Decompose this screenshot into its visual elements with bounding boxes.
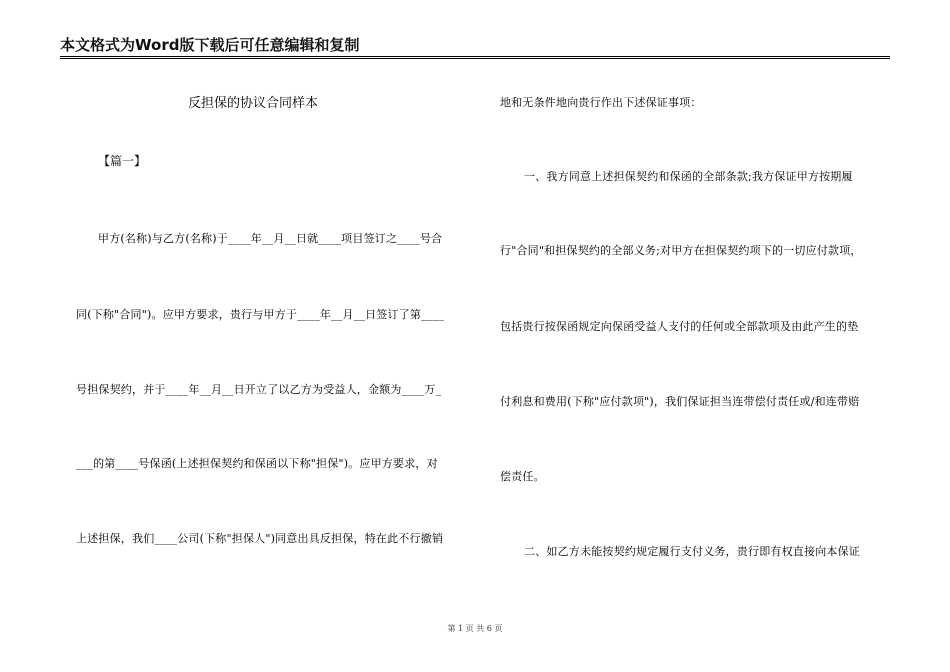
left-line-2: 同(下称"合同")。应甲方要求，贵行与甲方于____年__月__日签订了第____ (76, 308, 444, 321)
right-line-3: 行"合同"和担保契约的全部义务;对甲方在担保契约项下的一切应付款项， (500, 244, 862, 257)
header-rule-thin (60, 58, 890, 59)
right-line-6: 偿责任。 (500, 470, 545, 483)
document-title: 反担保的协议合同样本 (188, 96, 319, 111)
left-line-5: 上述担保，我们____公司(下称"担保人")同意出具反担保，特在此不行撤销 (76, 532, 444, 545)
right-line-1: 地和无条件地向贵行作出下述保证事项： (500, 96, 702, 109)
header-rule (60, 56, 890, 57)
left-line-4: ___的第____号保函(上述担保契约和保函以下称"担保")。应甲方要求，对 (76, 457, 438, 470)
left-line-3: 号担保契约，并于____年__月__日开立了以乙方为受益人，金额为____万_ (76, 383, 442, 396)
right-line-7: 二、如乙方未能按契约规定履行支付义务，贵行即有权直接向本保证 (524, 545, 860, 558)
section-heading: 【篇一】 (98, 154, 147, 168)
right-line-2: 一、我方同意上述担保契约和保函的全部条款;我方保证甲方按期履 (524, 170, 853, 183)
right-line-5: 付利息和费用(下称"应付款项")，我们保证担当连带偿付责任或/和连带赔 (500, 395, 860, 408)
right-line-4: 包括贵行按保函规定向保函受益人支付的任何或全部款项及由此产生的垫 (500, 320, 859, 333)
left-line-1: 甲方(名称)与乙方(名称)于____年__月__日就____项目签订之____号合 (98, 232, 443, 245)
download-banner: 本文格式为Word版下载后可任意编辑和复制 (60, 36, 360, 54)
page-number: 第 1 页 共 6 页 (447, 624, 503, 633)
